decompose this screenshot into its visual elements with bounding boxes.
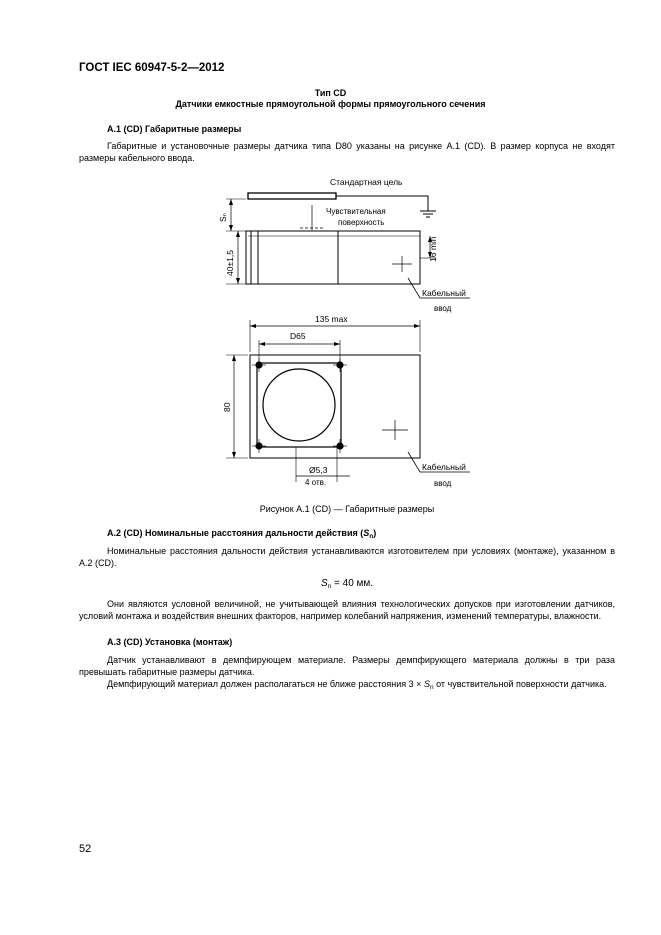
section-a3-heading: А.3 (CD) Установка (монтаж): [107, 637, 233, 647]
label-body-height: 80: [222, 402, 232, 412]
side-view-body: [246, 231, 420, 284]
section-a2-text1: [79, 545, 615, 569]
section-a2-text2: [79, 598, 615, 622]
standard-target-plate: [248, 193, 336, 199]
section-a2-heading-end: ): [373, 528, 377, 538]
section-a3-text2-end: от чувствительной поверхности датчика.: [433, 679, 607, 689]
section-a3-text2: [79, 678, 615, 694]
section-a3-text1: [79, 654, 615, 678]
label-cable-entry-2b: ввод: [434, 479, 452, 488]
section-a2-text1-body: Номинальные расстояния дальности действия устанавливаются изготовителем при условиях (монтаже), указанном в А.2 (CD).: [79, 546, 615, 568]
formula-subscript: n: [327, 583, 332, 590]
mounting-flange: [257, 363, 341, 447]
sn-symbol: S: [363, 528, 370, 538]
label-hole-count: 4 отв.: [305, 478, 327, 487]
label-sensing-surface-2: поверхность: [338, 218, 385, 227]
label-hole-spacing: D65: [290, 331, 306, 341]
label-height-dim: 40±1,5: [225, 250, 235, 276]
label-width-max: 135 max: [315, 314, 348, 324]
formula: [79, 578, 615, 590]
label-gap-dim: Sₙ: [218, 212, 228, 222]
sensing-face-circle: [263, 369, 335, 441]
section-a3-text1-body: Датчик устанавливают в демпфирующем материале. Размеры демпфирующего материала должны в три раза превышать габаритные размеры датчика.: [79, 655, 615, 677]
section-a1-heading: А.1 (CD) Габаритные размеры: [107, 124, 242, 134]
mounting-holes: [255, 361, 343, 449]
type-subtitle: Датчики емкостные прямоугольной формы прямоугольного сечения: [175, 99, 486, 109]
label-sensing-surface-1: Чувствительная: [326, 207, 386, 216]
type-title: Тип CD: [314, 88, 347, 98]
sn-subscript: n: [369, 533, 374, 540]
label-hole-dia: Ø5,3: [309, 465, 328, 475]
sn-subscript: n: [429, 684, 434, 691]
section-a1-text-body: Габаритные и установочные размеры датчика типа D80 указаны на рисунке А.1 (CD). В размер корпуса не входят размеры кабельного ввода.: [79, 141, 615, 163]
label-standard-target: Стандартная цель: [330, 177, 403, 187]
formula-value: = 40 мм.: [331, 578, 374, 589]
figure-caption: Рисунок А.1 (CD) — Габаритные размеры: [259, 504, 435, 514]
label-cable-entry-1b: ввод: [434, 304, 452, 313]
section-a1-text: [79, 140, 615, 164]
section-a2-heading: [107, 528, 376, 540]
label-cable-entry-1a: Кабельный: [422, 288, 466, 298]
section-a2-heading-text: А.2 (CD) Номинальные расстояния дальности действия (: [107, 528, 364, 538]
label-cable-entry-2a: Кабельный: [422, 462, 466, 472]
label-cable-min: 16 min: [428, 236, 438, 262]
sn-symbol: S: [423, 679, 430, 689]
section-a2-text2-body: Они являются условной величиной, не учитывающей влияния технологических допусков при изготовлении датчиков, условий монтажа и воздействия внешних факторов, например колебаний напряжения, изменений температуры, влажности.: [79, 599, 615, 621]
formula-symbol: S: [320, 578, 328, 589]
document-header: ГОСТ IEC 60947-5-2—2012: [79, 62, 225, 74]
section-a3-text2-body: Демпфирующий материал должен располагаться не ближе расстояния 3 ×: [107, 679, 424, 689]
page-number: 52: [79, 843, 92, 855]
dimension-drawing: [200, 170, 490, 495]
